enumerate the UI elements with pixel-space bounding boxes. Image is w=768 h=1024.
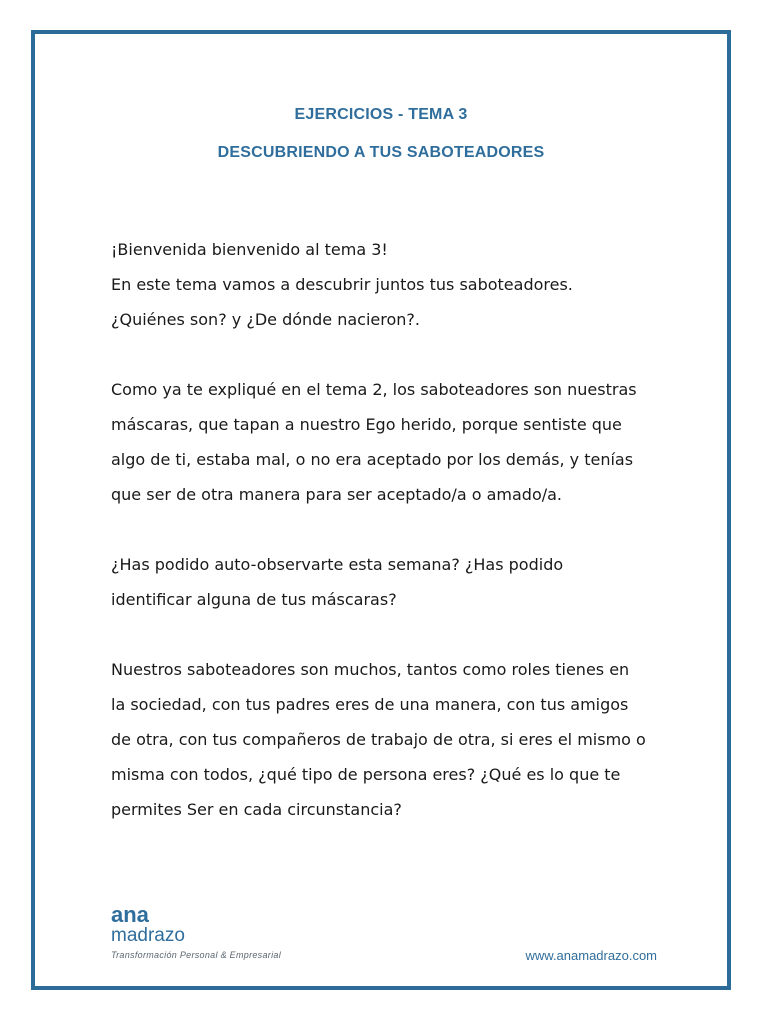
text-line: permites Ser en cada circunstancia? bbox=[111, 800, 402, 819]
text-line: ¿Has podido auto-observarte esta semana? ¿Has podido bbox=[111, 555, 564, 574]
text-line: la sociedad, con tus padres eres de una manera, con tus amigos bbox=[111, 695, 629, 714]
text-line: que ser de otra manera para ser aceptado/a o amado/a. bbox=[111, 485, 563, 504]
logo-tagline: Transformación Personal & Empresarial bbox=[111, 950, 281, 960]
logo-text-madrazo: madrazo bbox=[111, 925, 185, 946]
text-line: misma con todos, ¿qué tipo de persona eres? ¿Qué es lo que te bbox=[111, 765, 621, 784]
paragraph-welcome bbox=[111, 232, 671, 337]
paragraph-questions bbox=[111, 547, 671, 617]
text-line: de otra, con tus compañeros de trabajo de otra, si eres el mismo o bbox=[111, 730, 646, 749]
text-line: Como ya te expliqué en el tema 2, los saboteadores son nuestras bbox=[111, 380, 637, 399]
paragraph-masks bbox=[111, 372, 671, 512]
text-line: ¿Quiénes son? y ¿De dónde nacieron?. bbox=[111, 310, 420, 329]
page-subtitle: DESCUBRIENDO A TUS SABOTEADORES bbox=[217, 144, 545, 161]
brand-logo bbox=[111, 904, 351, 960]
text-line: ¡Bienvenida bienvenido al tema 3! bbox=[111, 240, 388, 259]
text-line: Nuestros saboteadores son muchos, tantos como roles tienes en bbox=[111, 660, 630, 679]
logo-text-ana: ana bbox=[111, 902, 149, 927]
text-line: algo de ti, estaba mal, o no era aceptado por los demás, y tenías bbox=[111, 450, 634, 469]
page-title: EJERCICIOS - TEMA 3 bbox=[294, 106, 468, 123]
document-page bbox=[31, 30, 731, 990]
text-line: máscaras, que tapan a nuestro Ego herido, porque sentiste que bbox=[111, 415, 622, 434]
paragraph-roles bbox=[111, 652, 671, 827]
website-link[interactable]: www.anamadrazo.com bbox=[525, 948, 657, 963]
text-line: identificar alguna de tus máscaras? bbox=[111, 590, 397, 609]
text-line: En este tema vamos a descubrir juntos tus saboteadores. bbox=[111, 275, 573, 294]
body-text bbox=[111, 232, 671, 862]
